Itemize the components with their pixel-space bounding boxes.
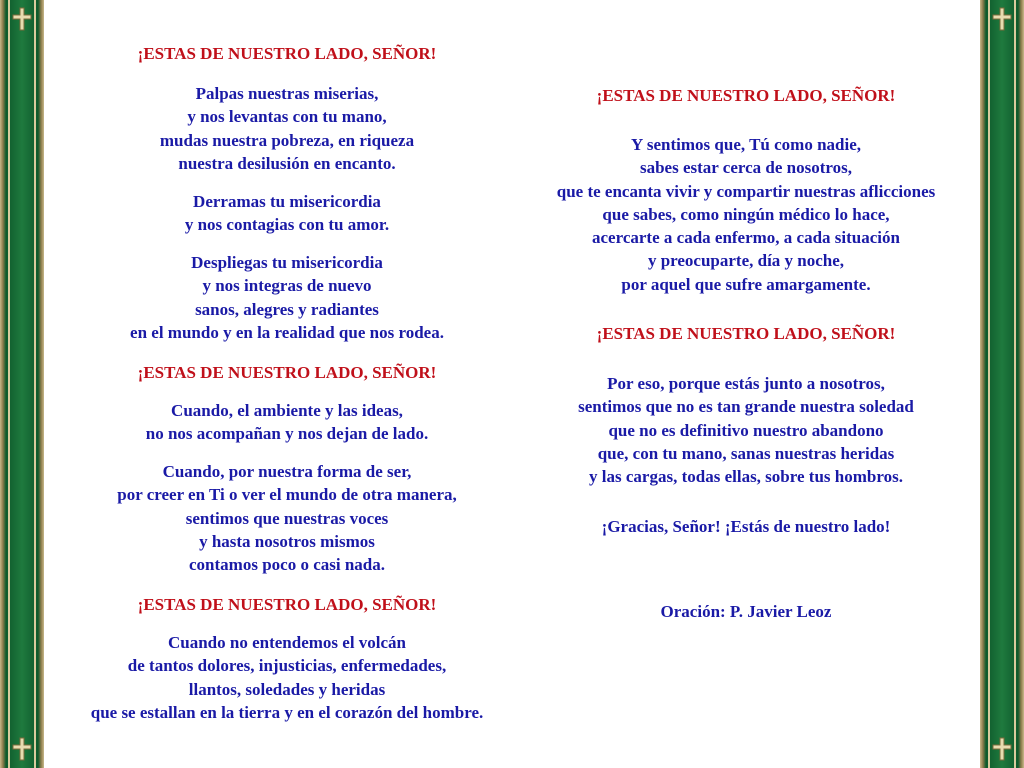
verse-line: en el mundo y en la realidad que nos rodea. bbox=[130, 322, 444, 342]
verse-line: por aquel que sufre amargamente. bbox=[621, 274, 871, 294]
verse-line: acercarte a cada enfermo, a cada situación bbox=[592, 228, 900, 248]
verse-line: que sabes, como ningún médico lo hace, bbox=[602, 204, 890, 224]
stanza bbox=[52, 399, 522, 446]
stanza bbox=[520, 133, 972, 296]
verse-line: que, con tu mano, sanas nuestras heridas bbox=[597, 443, 895, 463]
cross-icon bbox=[9, 6, 35, 32]
verse-line: Cuando, por nuestra forma de ser, bbox=[162, 462, 412, 481]
verse-line: por creer en Ti o ver el mundo de otra manera, bbox=[117, 485, 457, 505]
refrain-heading: ¡ESTAS DE NUESTRO LADO, SEÑOR! bbox=[596, 324, 896, 343]
verse-line: Derramas tu misericordia bbox=[193, 192, 381, 211]
prayer-credit: Oración: P. Javier Leoz bbox=[660, 602, 832, 621]
verse-line: Cuando, el ambiente y las ideas, bbox=[171, 401, 403, 420]
refrain-heading: ¡ESTAS DE NUESTRO LADO, SEÑOR! bbox=[137, 363, 437, 382]
verse-line: contamos poco o casi nada. bbox=[189, 555, 385, 575]
verse-line: y nos levantas con tu mano, bbox=[187, 107, 387, 127]
refrain-heading: ¡ESTAS DE NUESTRO LADO, SEÑOR! bbox=[596, 86, 896, 105]
verse-line: que no es definitivo nuestro abandono bbox=[608, 420, 884, 440]
left-decorative-border bbox=[0, 0, 44, 768]
verse-line: y nos contagias con tu amor. bbox=[184, 215, 390, 235]
stanza bbox=[52, 631, 522, 724]
verse-line: mudas nuestra pobreza, en riqueza bbox=[159, 130, 415, 150]
verse-line: y hasta nosotros mismos bbox=[199, 531, 375, 551]
verse-line: sentimos que nuestras voces bbox=[185, 508, 389, 528]
verse-line: nuestra desilusión en encanto. bbox=[178, 153, 396, 173]
verse-line: no nos acompañan y nos dejan de lado. bbox=[145, 424, 429, 444]
cross-icon bbox=[989, 6, 1015, 32]
verse-line: que te encanta vivir y compartir nuestras aflicciones bbox=[556, 181, 936, 201]
verse-line: de tantos dolores, injusticias, enfermedades, bbox=[127, 656, 447, 676]
verse-line: Cuando no entendemos el volcán bbox=[167, 633, 407, 652]
stanza bbox=[52, 190, 522, 237]
stanza bbox=[520, 372, 972, 488]
verse-line: y las cargas, todas ellas, sobre tus hombros. bbox=[589, 467, 903, 487]
verse-line: Despliegas tu misericordia bbox=[191, 253, 383, 272]
stanza bbox=[52, 82, 522, 175]
verse-line: y preocuparte, día y noche, bbox=[647, 251, 845, 271]
verse-line: que se estallan en la tierra y en el corazón del hombre. bbox=[90, 702, 484, 722]
stanza bbox=[52, 460, 522, 576]
cross-icon bbox=[9, 736, 35, 762]
cross-icon bbox=[989, 736, 1015, 762]
verse-line: Por eso, porque estás junto a nosotros, bbox=[607, 374, 885, 393]
verse-line: Y sentimos que, Tú como nadie, bbox=[631, 135, 861, 154]
verse-line: llantos, soledades y heridas bbox=[188, 679, 386, 699]
verse-line: sentimos que no es tan grande nuestra soledad bbox=[578, 397, 914, 417]
stanza bbox=[52, 251, 522, 344]
right-decorative-border bbox=[980, 0, 1024, 768]
verse-line: sanos, alegres y radiantes bbox=[195, 299, 379, 319]
refrain-heading: ¡ESTAS DE NUESTRO LADO, SEÑOR! bbox=[137, 44, 437, 63]
refrain-heading: ¡ESTAS DE NUESTRO LADO, SEÑOR! bbox=[137, 595, 437, 614]
verse-line: sabes estar cerca de nosotros, bbox=[639, 158, 852, 178]
verse-line: y nos integras de nuevo bbox=[202, 276, 372, 296]
verse-line: Palpas nuestras miserias, bbox=[195, 84, 379, 103]
thanks-line: ¡Gracias, Señor! ¡Estás de nuestro lado! bbox=[601, 517, 891, 536]
